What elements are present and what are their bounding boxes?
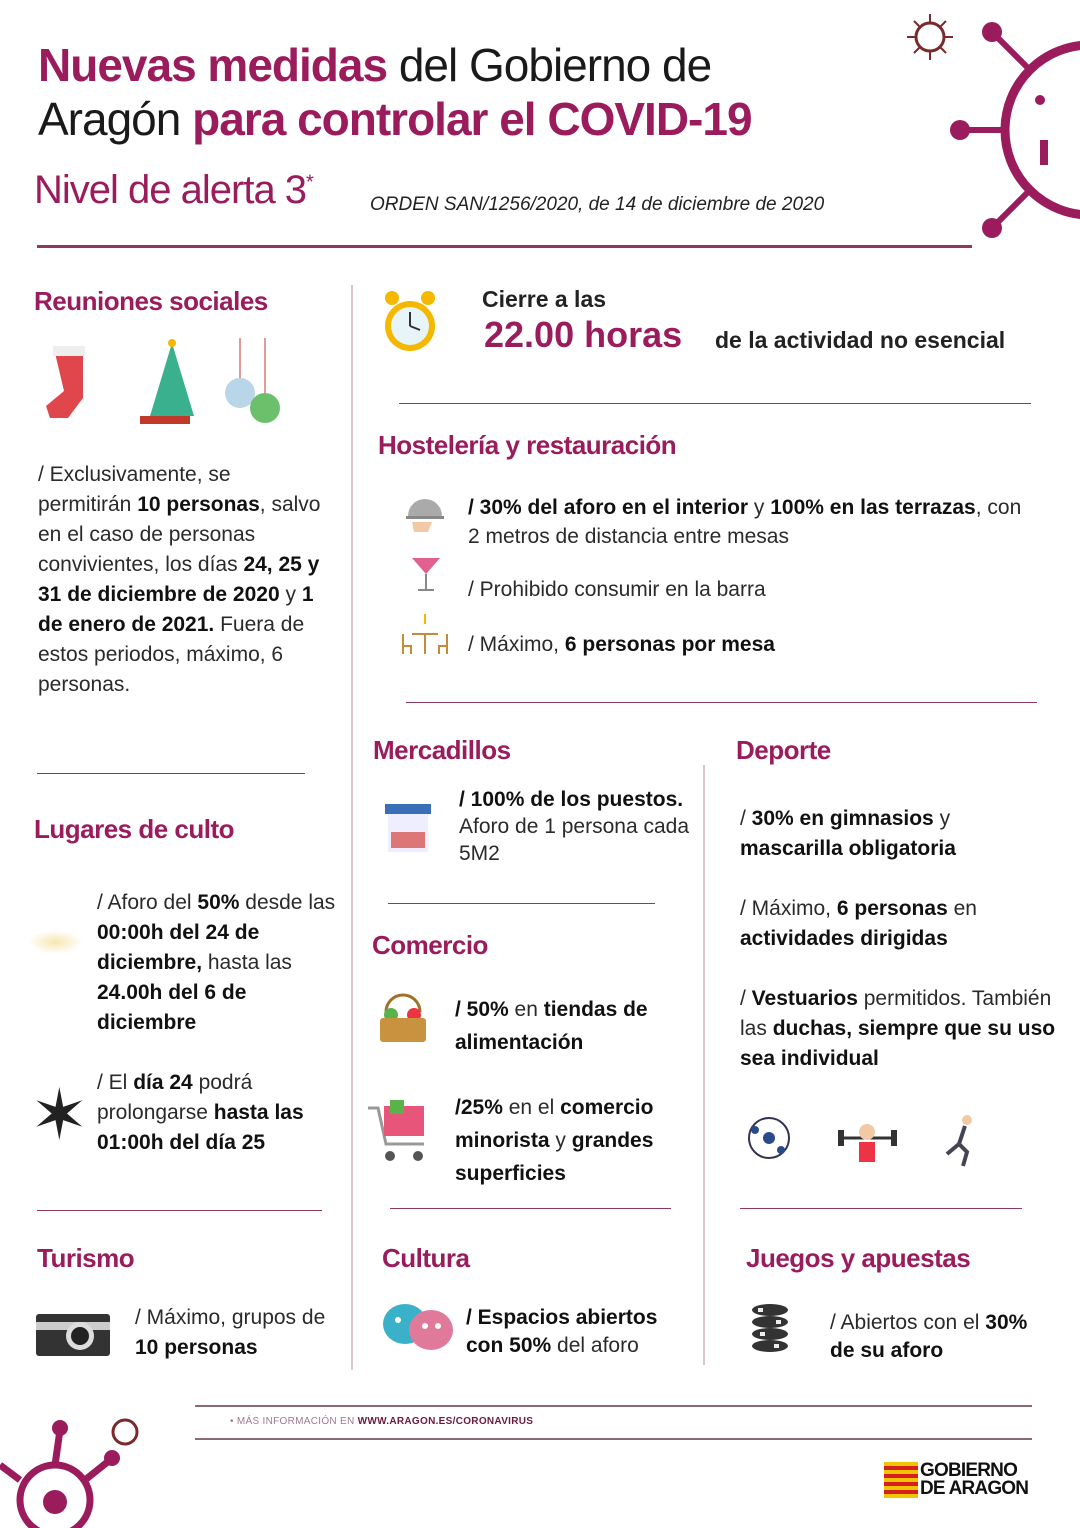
poker-chips-icon <box>748 1302 792 1358</box>
text-segment: / Máximo, grupos de <box>135 1306 326 1329</box>
theater-masks-icon <box>381 1302 457 1354</box>
deporte-item-2 <box>740 894 1040 954</box>
cierre-rest: de la actividad no esencial <box>715 327 1006 353</box>
culto-item-1 <box>97 888 345 1038</box>
text-segment: Vestuarios <box>751 987 858 1010</box>
more-info-label: MÁS INFORMACIÓN EN <box>236 1416 358 1427</box>
christmas-tree-icon <box>140 339 194 424</box>
text-segment: / 30% del aforo en el interior <box>468 496 749 519</box>
text-segment: / Exclusivamente, se permitirán <box>38 463 231 516</box>
text-segment: / Espacios abiertos con 50% <box>466 1306 658 1357</box>
more-info-link[interactable]: WWW.ARAGON.ES/CORONAVIRUS <box>357 1416 534 1427</box>
text-segment: actividades dirigidas <box>740 927 948 950</box>
text-segment: , con 2 metros de distancia entre mesas <box>468 496 1022 548</box>
section-title-hosteleria: Hostelería y restauración <box>378 430 677 460</box>
text-segment: 1 de enero de 2021. <box>38 583 314 636</box>
hosteleria-item-1 <box>468 493 1028 551</box>
text-segment: duchas, siempre que su uso sea individual <box>740 1017 1056 1070</box>
text-segment: / <box>740 807 752 830</box>
comercio-item-1 <box>455 993 695 1059</box>
divider <box>390 1208 671 1209</box>
section-title-deporte: Deporte <box>736 735 831 765</box>
text-segment: comercio minorista <box>455 1096 654 1152</box>
hosteleria-item-2 <box>468 575 1028 605</box>
text-segment: 6 personas <box>836 897 948 920</box>
section-title-cultura: Cultura <box>382 1243 470 1273</box>
order-reference: ORDEN SAN/1256/2020, de 14 de diciembre de 2020 <box>370 194 825 215</box>
soccer-ball-icon <box>749 1118 789 1158</box>
text-segment: del aforo <box>551 1334 639 1357</box>
column-divider-right <box>703 765 705 1365</box>
text-segment: hasta las <box>202 951 292 974</box>
virus-bottom-icon <box>0 1410 150 1528</box>
cocktail-icon <box>410 550 442 595</box>
alert-asterisk: * <box>306 171 313 194</box>
culto-item-2 <box>97 1068 342 1158</box>
text-segment: mascarilla obligatoria <box>740 837 956 860</box>
sport-icons <box>745 1112 985 1170</box>
text-segment: 10 personas <box>137 493 260 516</box>
divider <box>37 773 305 774</box>
header-divider <box>37 245 972 248</box>
text-segment: para controlar el COVID-19 <box>192 93 752 145</box>
virus-icon <box>940 0 1080 270</box>
cultura-text <box>466 1304 696 1360</box>
ornament-icon <box>225 338 280 423</box>
shopping-cart-icon <box>366 1098 436 1166</box>
text-segment: Fuera de estos periodos, máximo, 6 personas. <box>38 613 305 696</box>
text-segment: 30% de su aforo <box>830 1311 1028 1362</box>
column-divider-left <box>351 285 353 1370</box>
section-title-comercio: Comercio <box>372 930 488 960</box>
text-segment: 30% en gimnasios <box>751 807 934 830</box>
hosteleria-item-3 <box>468 630 1028 660</box>
section-title-culto: Lugares de culto <box>34 814 235 844</box>
text-segment: , salvo en el caso de personas convivientes, los días <box>38 493 321 576</box>
deporte-item-1 <box>740 804 1040 864</box>
text-segment: / Aforo del <box>97 891 198 914</box>
text-segment: / Máximo, <box>740 897 837 920</box>
text-segment: / Máximo, <box>468 633 565 656</box>
text-segment: /25% <box>455 1096 503 1119</box>
text-segment: y <box>279 583 302 606</box>
text-segment: del Gobierno de <box>387 39 712 91</box>
alert-level <box>34 168 313 213</box>
divider <box>740 1208 1022 1209</box>
divider <box>37 1210 322 1211</box>
weightlifter-icon <box>838 1124 897 1162</box>
text-segment: 24, 25 y 31 de diciembre de 2020 <box>38 553 320 606</box>
runner-icon <box>947 1115 972 1166</box>
stocking-icon <box>46 346 85 418</box>
food-basket-icon <box>376 990 430 1046</box>
small-virus-icon <box>905 12 955 62</box>
text-segment: / 50% <box>455 998 509 1021</box>
section-title-reuniones: Reuniones sociales <box>34 286 268 316</box>
text-segment: 50% <box>197 891 240 914</box>
cloche-icon <box>404 490 446 536</box>
text-segment: grandes superficies <box>455 1129 654 1185</box>
cierre-time: 22.00 horas <box>484 314 683 355</box>
mercadillos-text <box>459 786 689 867</box>
camera-icon <box>36 1308 110 1356</box>
divider <box>399 403 1031 404</box>
star-icon: ✶ <box>30 1076 89 1154</box>
text-segment: permitidos. También las <box>740 987 1052 1040</box>
text-segment: en <box>947 897 977 920</box>
text-segment: Aforo de 1 persona cada 5M2 <box>459 815 689 865</box>
text-segment: / 100% de los puestos. <box>459 788 684 811</box>
text-segment: y <box>748 496 771 519</box>
main-title <box>38 38 918 146</box>
text-segment: y <box>549 1129 572 1152</box>
market-stall-icon <box>383 802 433 854</box>
logo-line-2: DE ARAGON <box>920 1478 1029 1499</box>
aragon-flag-icon <box>884 1462 918 1498</box>
text-segment: en el <box>502 1096 561 1119</box>
comercio-item-2 <box>455 1091 700 1190</box>
text-segment: 100% en las terrazas <box>770 496 976 519</box>
alert-level-text: Nivel de alerta 3 <box>34 168 307 212</box>
divider <box>406 702 1037 703</box>
reuniones-text <box>38 460 323 700</box>
section-title-turismo: Turismo <box>37 1243 135 1273</box>
section-title-mercadillos: Mercadillos <box>373 735 511 765</box>
candle-glow-icon <box>28 930 83 954</box>
logo-line-1: GOBIERNO <box>920 1460 1018 1481</box>
text-segment: / El <box>97 1071 134 1094</box>
text-segment: Aragón <box>38 93 193 145</box>
section-title-juegos: Juegos y apuestas <box>746 1243 971 1273</box>
text-segment: y <box>933 807 951 830</box>
christmas-icons <box>40 338 290 430</box>
footer-divider-bottom <box>195 1438 1032 1440</box>
juegos-text <box>830 1309 1030 1365</box>
text-segment: / Prohibido consumir en la barra <box>468 578 766 601</box>
text-segment: desde las <box>239 891 336 914</box>
gobierno-aragon-logo <box>884 1462 1028 1498</box>
text-segment: podrá prolongarse <box>97 1071 253 1124</box>
text-segment: 24.00h del 6 de diciembre <box>97 981 247 1034</box>
alarm-clock-icon <box>380 284 440 359</box>
text-segment: hasta las 01:00h del día 25 <box>97 1101 304 1154</box>
deporte-item-3 <box>740 984 1060 1074</box>
divider <box>388 903 655 904</box>
text-segment: en <box>508 998 544 1021</box>
text-segment: Nuevas medidas <box>38 39 388 91</box>
cierre-line1: Cierre a las <box>482 286 607 312</box>
text-segment: tiendas de alimentación <box>455 998 648 1054</box>
text-segment: día 24 <box>133 1071 193 1094</box>
text-segment: / Abiertos con el <box>830 1311 986 1334</box>
more-info: • MÁS INFORMACIÓN EN WWW.ARAGON.ES/CORONAVIRUS <box>230 1416 534 1427</box>
turismo-text <box>135 1303 335 1363</box>
text-segment: / <box>740 987 752 1010</box>
text-segment: 6 personas por mesa <box>564 633 775 656</box>
text-segment: 10 personas <box>135 1336 258 1359</box>
footer-divider-top <box>195 1405 1032 1407</box>
text-segment: 00:00h del 24 de diciembre, <box>97 921 260 974</box>
table-chairs-icon <box>400 612 450 658</box>
